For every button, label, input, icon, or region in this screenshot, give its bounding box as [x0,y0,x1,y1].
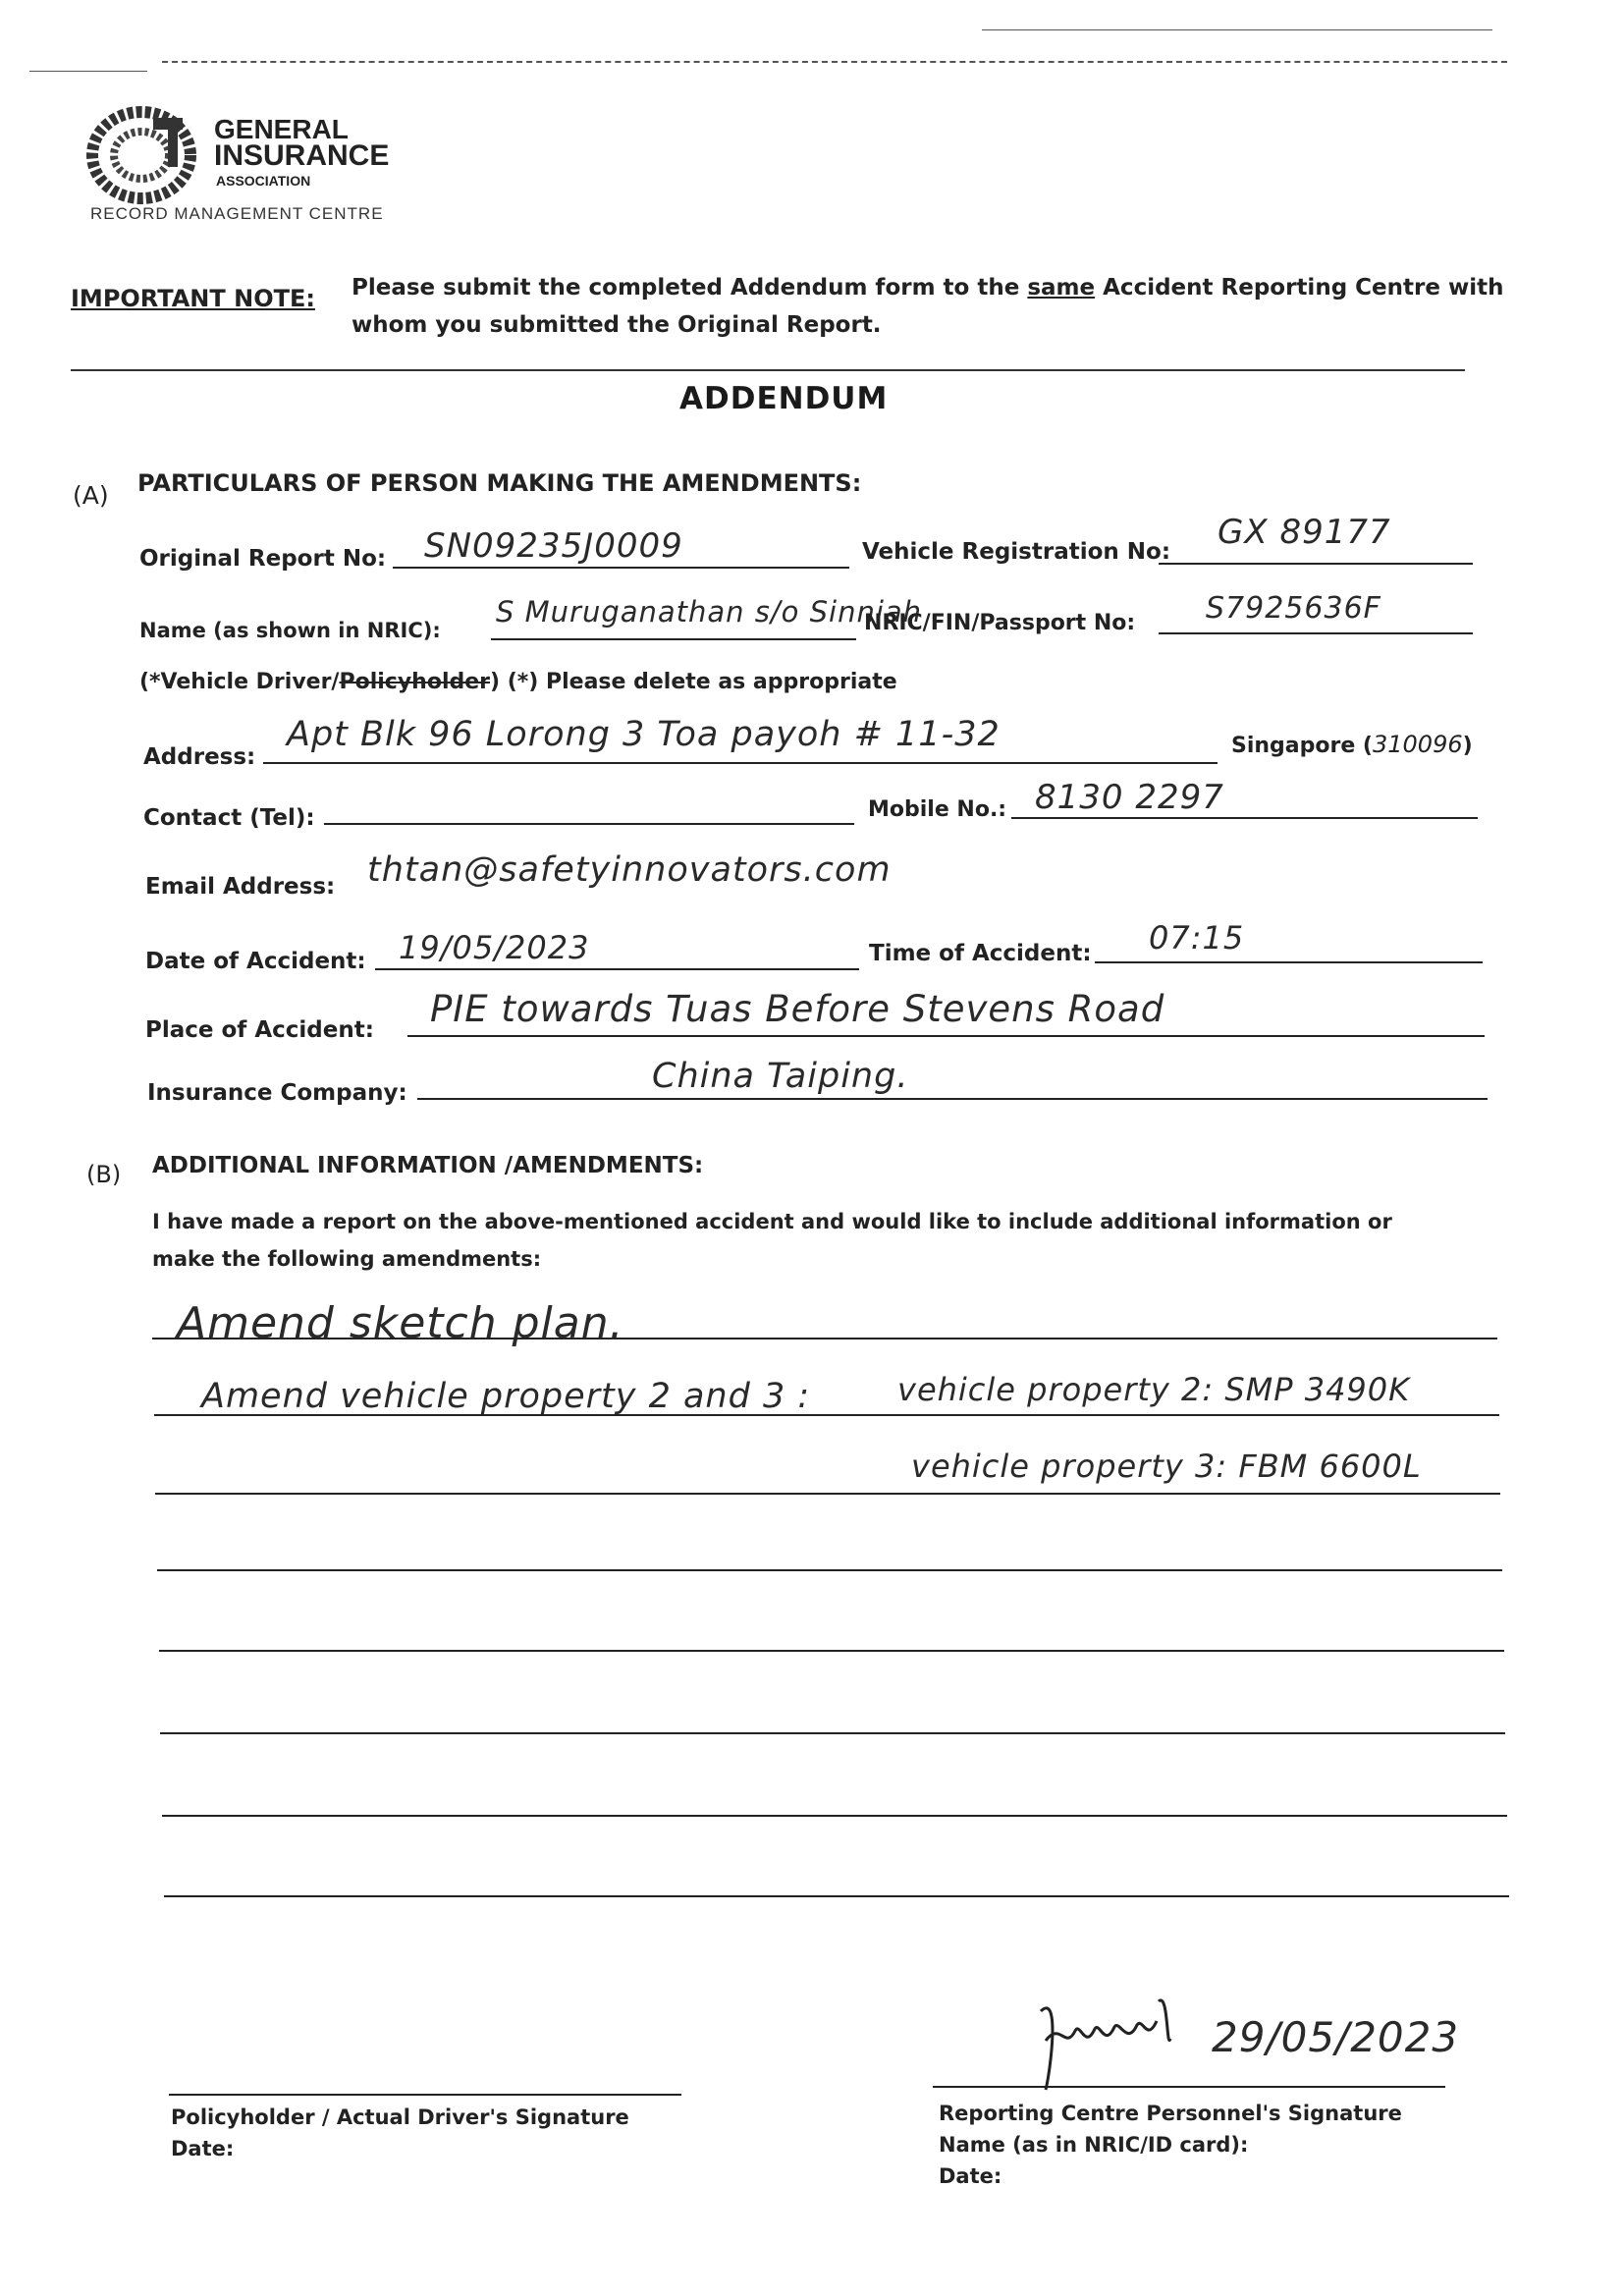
right-signature-label: Reporting Centre Personnel's Signature [939,2102,1402,2125]
vehicle-reg-label: Vehicle Registration No: [862,539,1171,565]
name-label: Name (as shown in NRIC): [139,619,441,642]
important-note-label: IMPORTANT NOTE: [71,285,315,312]
name-line [491,638,856,640]
right-name-label: Name (as in NRIC/ID card): [939,2133,1249,2157]
amend-line7 [162,1815,1507,1817]
mobile-label: Mobile No.: [868,797,1007,822]
personnel-signature-scribble [1021,1982,1218,2100]
personnel-signature [1021,1982,1218,2100]
important-note-text [352,275,1503,301]
address-line [263,762,1218,764]
left-date-label: Date: [171,2137,235,2160]
form-title: ADDENDUM [679,381,889,416]
note-text-same: same [1027,275,1096,301]
top-scan-line-left [29,71,147,72]
amend-line2 [154,1414,1499,1416]
original-report-value: SN09235J0009 [424,526,683,566]
right-signature-line [933,2086,1445,2088]
contact-label: Contact (Tel): [143,805,315,831]
address-value: Apt Blk 96 Lorong 3 Toa payoh # 11-32 [287,715,1001,754]
place-of-accident-label: Place of Accident: [145,1017,374,1043]
note-divider [71,369,1465,371]
postal-value: 310096 [1373,731,1463,758]
time-of-accident-line [1095,961,1483,963]
amend-line8 [164,1895,1509,1897]
amend-line5 [159,1650,1504,1652]
place-of-accident-value: PIE towards Tuas Before Stevens Road [430,988,1165,1030]
vehicle-reg-line [1159,563,1473,565]
amend-line4 [157,1569,1502,1571]
singapore-label: Singapore ( [1231,734,1373,758]
amend-line3-text: vehicle property 3: FBM 6600L [911,1448,1422,1485]
note-text-part2: Accident Reporting Centre with [1095,275,1504,301]
personnel-date-value: 29/05/2023 [1212,2013,1460,2061]
section-b-heading: ADDITIONAL INFORMATION /AMENDMENTS: [152,1153,704,1178]
gia-logo-emblem [84,98,202,206]
right-date-label: Date: [939,2164,1002,2188]
date-of-accident-line [375,968,859,970]
role-note [139,670,897,694]
name-value: S Muruganathan s/o Sinniah [496,595,923,629]
amend-line3 [155,1493,1500,1495]
contact-line [324,823,854,825]
left-signature-line [169,2094,681,2096]
place-of-accident-line [407,1035,1485,1037]
logo-line1: GENERAL [214,114,349,144]
role-suffix: ) (*) Please delete as appropriate [490,670,897,694]
section-a-heading: PARTICULARS OF PERSON MAKING THE AMENDMENTS: [137,469,862,497]
amend-line2-text-a: Amend vehicle property 2 and 3 : [201,1377,811,1416]
logo-line3: ASSOCIATION [216,173,311,189]
important-note-text-line2: whom you submitted the Original Report. [352,312,882,338]
original-report-line [393,567,849,569]
mobile-value: 8130 2297 [1035,778,1224,817]
section-a-marker: (A) [73,481,109,510]
date-of-accident-label: Date of Accident: [145,949,366,974]
gia-logo [84,98,202,206]
logo-subtitle: RECORD MANAGEMENT CENTRE [90,204,384,223]
amend-line1-text: Amend sketch plan. [177,1298,624,1348]
mobile-line [1011,817,1478,819]
section-b-marker: (B) [86,1161,122,1188]
amend-line1 [152,1338,1497,1339]
singapore-close: ) [1462,734,1473,758]
nric-line [1159,632,1473,634]
role-prefix: (*Vehicle Driver/ [139,670,340,694]
top-scan-line-right [982,29,1492,30]
note-text-part1: Please submit the completed Addendum form to the [352,275,1028,301]
insurance-company-label: Insurance Company: [147,1080,407,1106]
amend-line6 [160,1732,1505,1734]
logo-line2: INSURANCE [214,139,390,172]
insurance-company-value: China Taiping. [652,1057,909,1096]
singapore-postal [1231,731,1473,758]
vehicle-reg-value: GX 89177 [1218,513,1391,552]
email-value: thtan@safetyinnovators.com [367,850,892,890]
insurance-company-line [417,1098,1488,1100]
nric-value: S7925636F [1206,591,1381,626]
time-of-accident-value: 07:15 [1149,919,1245,957]
section-b-intro-line1: I have made a report on the above-mentioned accident and would like to include additional information or [152,1210,1392,1233]
address-label: Address: [143,744,256,770]
role-struck: Policyholder [339,670,491,694]
section-b-intro-line2: make the following amendments: [152,1247,542,1271]
original-report-label: Original Report No: [139,546,387,572]
top-scan-line [162,61,1507,63]
amend-line2-text-b: vehicle property 2: SMP 3490K [897,1371,1411,1408]
left-signature-label: Policyholder / Actual Driver's Signature [171,2105,629,2129]
date-of-accident-value: 19/05/2023 [399,929,590,966]
email-label: Email Address: [145,874,336,900]
time-of-accident-label: Time of Accident: [869,941,1092,966]
nric-label: NRIC/FIN/Passport No: [864,611,1136,635]
